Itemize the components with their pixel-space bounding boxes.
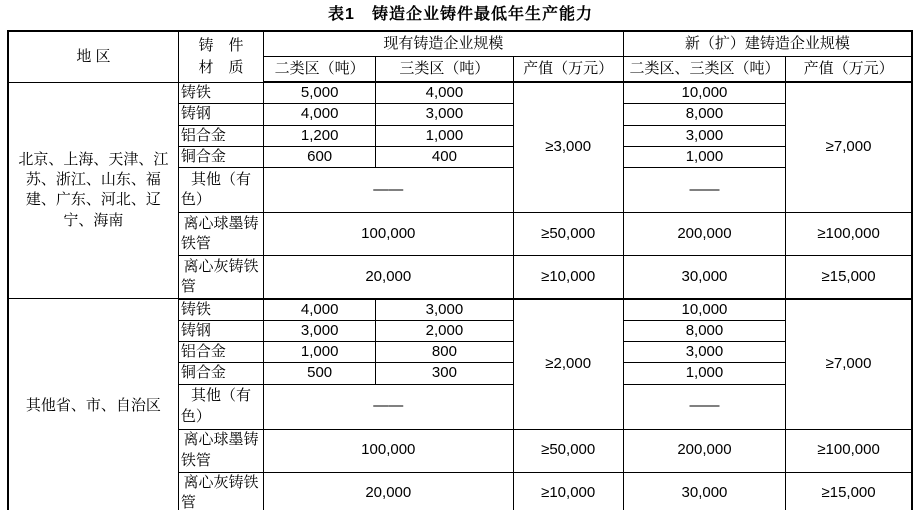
material-cell: 离心灰铸铁管 <box>178 256 263 299</box>
class3-value: 4,000 <box>376 82 513 104</box>
material-cell: 铜合金 <box>178 146 263 167</box>
class2-value: 500 <box>264 363 376 384</box>
header-material <box>178 31 263 82</box>
material-cell: 离心球墨铸铁管 <box>178 213 263 256</box>
existing-output-value: ≥3,000 <box>513 82 623 213</box>
pipe-new-tons-value: 30,000 <box>623 256 785 299</box>
pipe-output-value: ≥10,000 <box>513 256 623 299</box>
merged-dash-cell: —— <box>264 384 514 429</box>
class3-value: 2,000 <box>376 320 513 341</box>
table-row <box>8 299 912 321</box>
pipe-new-output-value: ≥15,000 <box>786 256 912 299</box>
new-tons-value: 10,000 <box>623 82 785 104</box>
class3-value: 300 <box>376 363 513 384</box>
class3-value: 400 <box>376 146 513 167</box>
new-output-value: ≥7,000 <box>786 299 912 430</box>
new-tons-value: 8,000 <box>623 104 785 125</box>
new-tons-value: 3,000 <box>623 342 785 363</box>
material-cell: 铸钢 <box>178 320 263 341</box>
new-tons-value: 1,000 <box>623 146 785 167</box>
class3-value: 3,000 <box>376 104 513 125</box>
new-output-value: ≥7,000 <box>786 82 912 213</box>
header-new-group: 新（扩）建铸造企业规模 <box>623 31 912 56</box>
material-cell: 铸铁 <box>178 82 263 104</box>
material-cell: 铜合金 <box>178 363 263 384</box>
material-cell: 铸铁 <box>178 299 263 321</box>
header-new-value: 产值（万元） <box>786 56 912 82</box>
pipe-tons-value: 100,000 <box>264 429 514 472</box>
pipe-output-value: ≥10,000 <box>513 472 623 510</box>
new-tons-value: 3,000 <box>623 125 785 146</box>
class3-value: 800 <box>376 342 513 363</box>
pipe-new-tons-value: 30,000 <box>623 472 785 510</box>
header-existing-group: 现有铸造企业规模 <box>264 31 624 56</box>
material-cell: 铝合金 <box>178 342 263 363</box>
merged-dash-cell: —— <box>264 168 514 213</box>
header-new-class: 二类区、三类区（吨） <box>623 56 785 82</box>
header-class2: 二类区（吨） <box>264 56 376 82</box>
pipe-tons-value: 20,000 <box>264 256 514 299</box>
pipe-new-tons-value: 200,000 <box>623 429 785 472</box>
header-material-line2: 材 质 <box>198 58 244 76</box>
header-row-groups <box>8 31 912 56</box>
class2-value: 4,000 <box>264 104 376 125</box>
header-existing-value: 产值（万元） <box>513 56 623 82</box>
pipe-tons-value: 20,000 <box>264 472 514 510</box>
table-row <box>8 82 912 104</box>
class2-value: 4,000 <box>264 299 376 321</box>
region-name: 其他省、市、自治区 <box>8 299 178 510</box>
material-cell: 其他（有色） <box>178 384 263 429</box>
material-cell: 铝合金 <box>178 125 263 146</box>
pipe-output-value: ≥50,000 <box>513 429 623 472</box>
class2-value: 1,200 <box>264 125 376 146</box>
new-tons-value: —— <box>623 384 785 429</box>
header-material-line1: 铸 件 <box>198 37 244 54</box>
material-cell: 离心球墨铸铁管 <box>178 429 263 472</box>
class3-value: 1,000 <box>376 125 513 146</box>
class2-value: 3,000 <box>264 320 376 341</box>
pipe-new-output-value: ≥15,000 <box>786 472 912 510</box>
pipe-new-tons-value: 200,000 <box>623 213 785 256</box>
header-class3: 三类区（吨） <box>376 56 513 82</box>
material-cell: 其他（有色） <box>178 168 263 213</box>
class2-value: 1,000 <box>264 342 376 363</box>
table-title: 表1 铸造企业铸件最低年生产能力 <box>328 6 593 23</box>
pipe-new-output-value: ≥100,000 <box>786 213 912 256</box>
class2-value: 5,000 <box>264 82 376 104</box>
casting-capacity-table <box>7 30 913 510</box>
material-cell: 离心灰铸铁管 <box>178 472 263 510</box>
class2-value: 600 <box>264 146 376 167</box>
pipe-output-value: ≥50,000 <box>513 213 623 256</box>
region-name: 北京、上海、天津、江苏、浙江、山东、福建、广东、河北、辽宁、海南 <box>8 82 178 299</box>
material-cell: 铸钢 <box>178 104 263 125</box>
new-tons-value: 10,000 <box>623 299 785 321</box>
new-tons-value: 1,000 <box>623 363 785 384</box>
pipe-tons-value: 100,000 <box>264 213 514 256</box>
pipe-new-output-value: ≥100,000 <box>786 429 912 472</box>
header-region: 地 区 <box>8 31 178 82</box>
new-tons-value: —— <box>623 168 785 213</box>
existing-output-value: ≥2,000 <box>513 299 623 430</box>
new-tons-value: 8,000 <box>623 320 785 341</box>
class3-value: 3,000 <box>376 299 513 321</box>
